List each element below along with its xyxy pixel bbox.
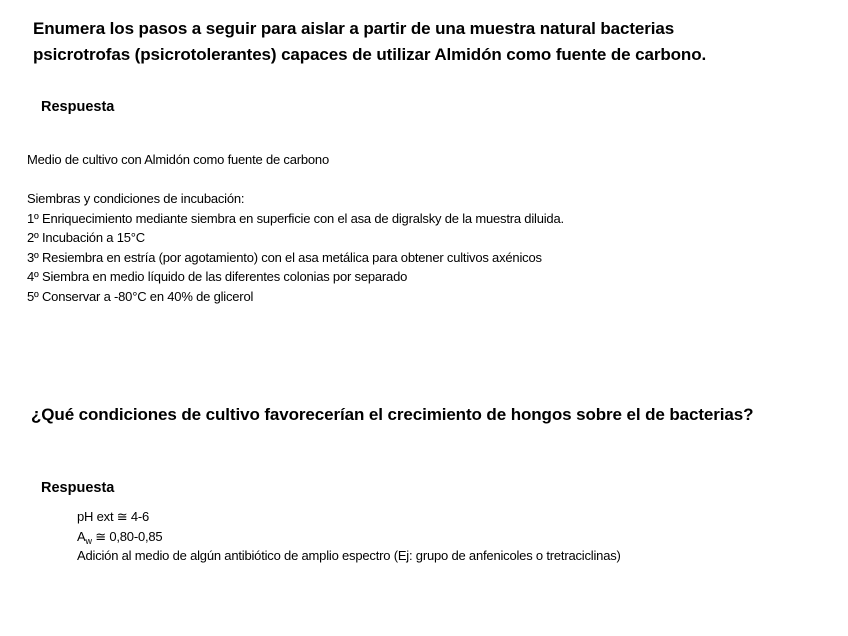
steps-heading: Siembras y condiciones de incubación: [27, 191, 245, 206]
answer-label-1: Respuesta [41, 99, 115, 115]
blank-spacer [27, 170, 564, 190]
aw-subscript: w [85, 535, 92, 546]
question-2: ¿Qué condiciones de cultivo favorecerían el crecimiento de hongos sobre el de bacterias? [31, 405, 754, 424]
culture-medium-text: Medio de cultivo con Almidón como fuente de carbono [27, 152, 329, 167]
step-3: 3º Resiembra en estría (por agotamiento) con el asa metálica para obtener cultivos axénicos [27, 249, 542, 265]
question-1-line-1: Enumera los pasos a seguir para aislar a partir de una muestra natural bacterias [33, 19, 675, 38]
step-4: 4º Siembra en medio líquido de las diferentes colonias por separado [27, 269, 408, 284]
question-1 [33, 16, 706, 68]
answer-label-2: Respuesta [41, 480, 115, 496]
step-5: 5º Conservar a -80°C en 40% de glicerol [27, 288, 254, 304]
answer-1-body [27, 150, 564, 306]
step-1: 1º Enriquecimiento mediante siembra en superficie con el asa de digralsky de la muestra diluida. [27, 210, 564, 226]
aw-symbol: A [77, 528, 86, 544]
step-2: 2º Incubación a 15°C [27, 230, 145, 245]
question-1-line-2: psicrotrofas (psicrotolerantes) capaces de utilizar Almidón como fuente de carbono. [33, 45, 707, 64]
aw-value: ≅ 0,80-0,85 [91, 528, 163, 544]
answer-2-body [77, 507, 621, 566]
antibiotic-condition: Adición al medio de algún antibiótico de amplio espectro (Ej: grupo de anfenicoles o tretraciclinas) [77, 548, 621, 563]
water-activity-condition [77, 527, 621, 547]
ph-condition: pH ext ≅ 4-6 [77, 509, 150, 524]
